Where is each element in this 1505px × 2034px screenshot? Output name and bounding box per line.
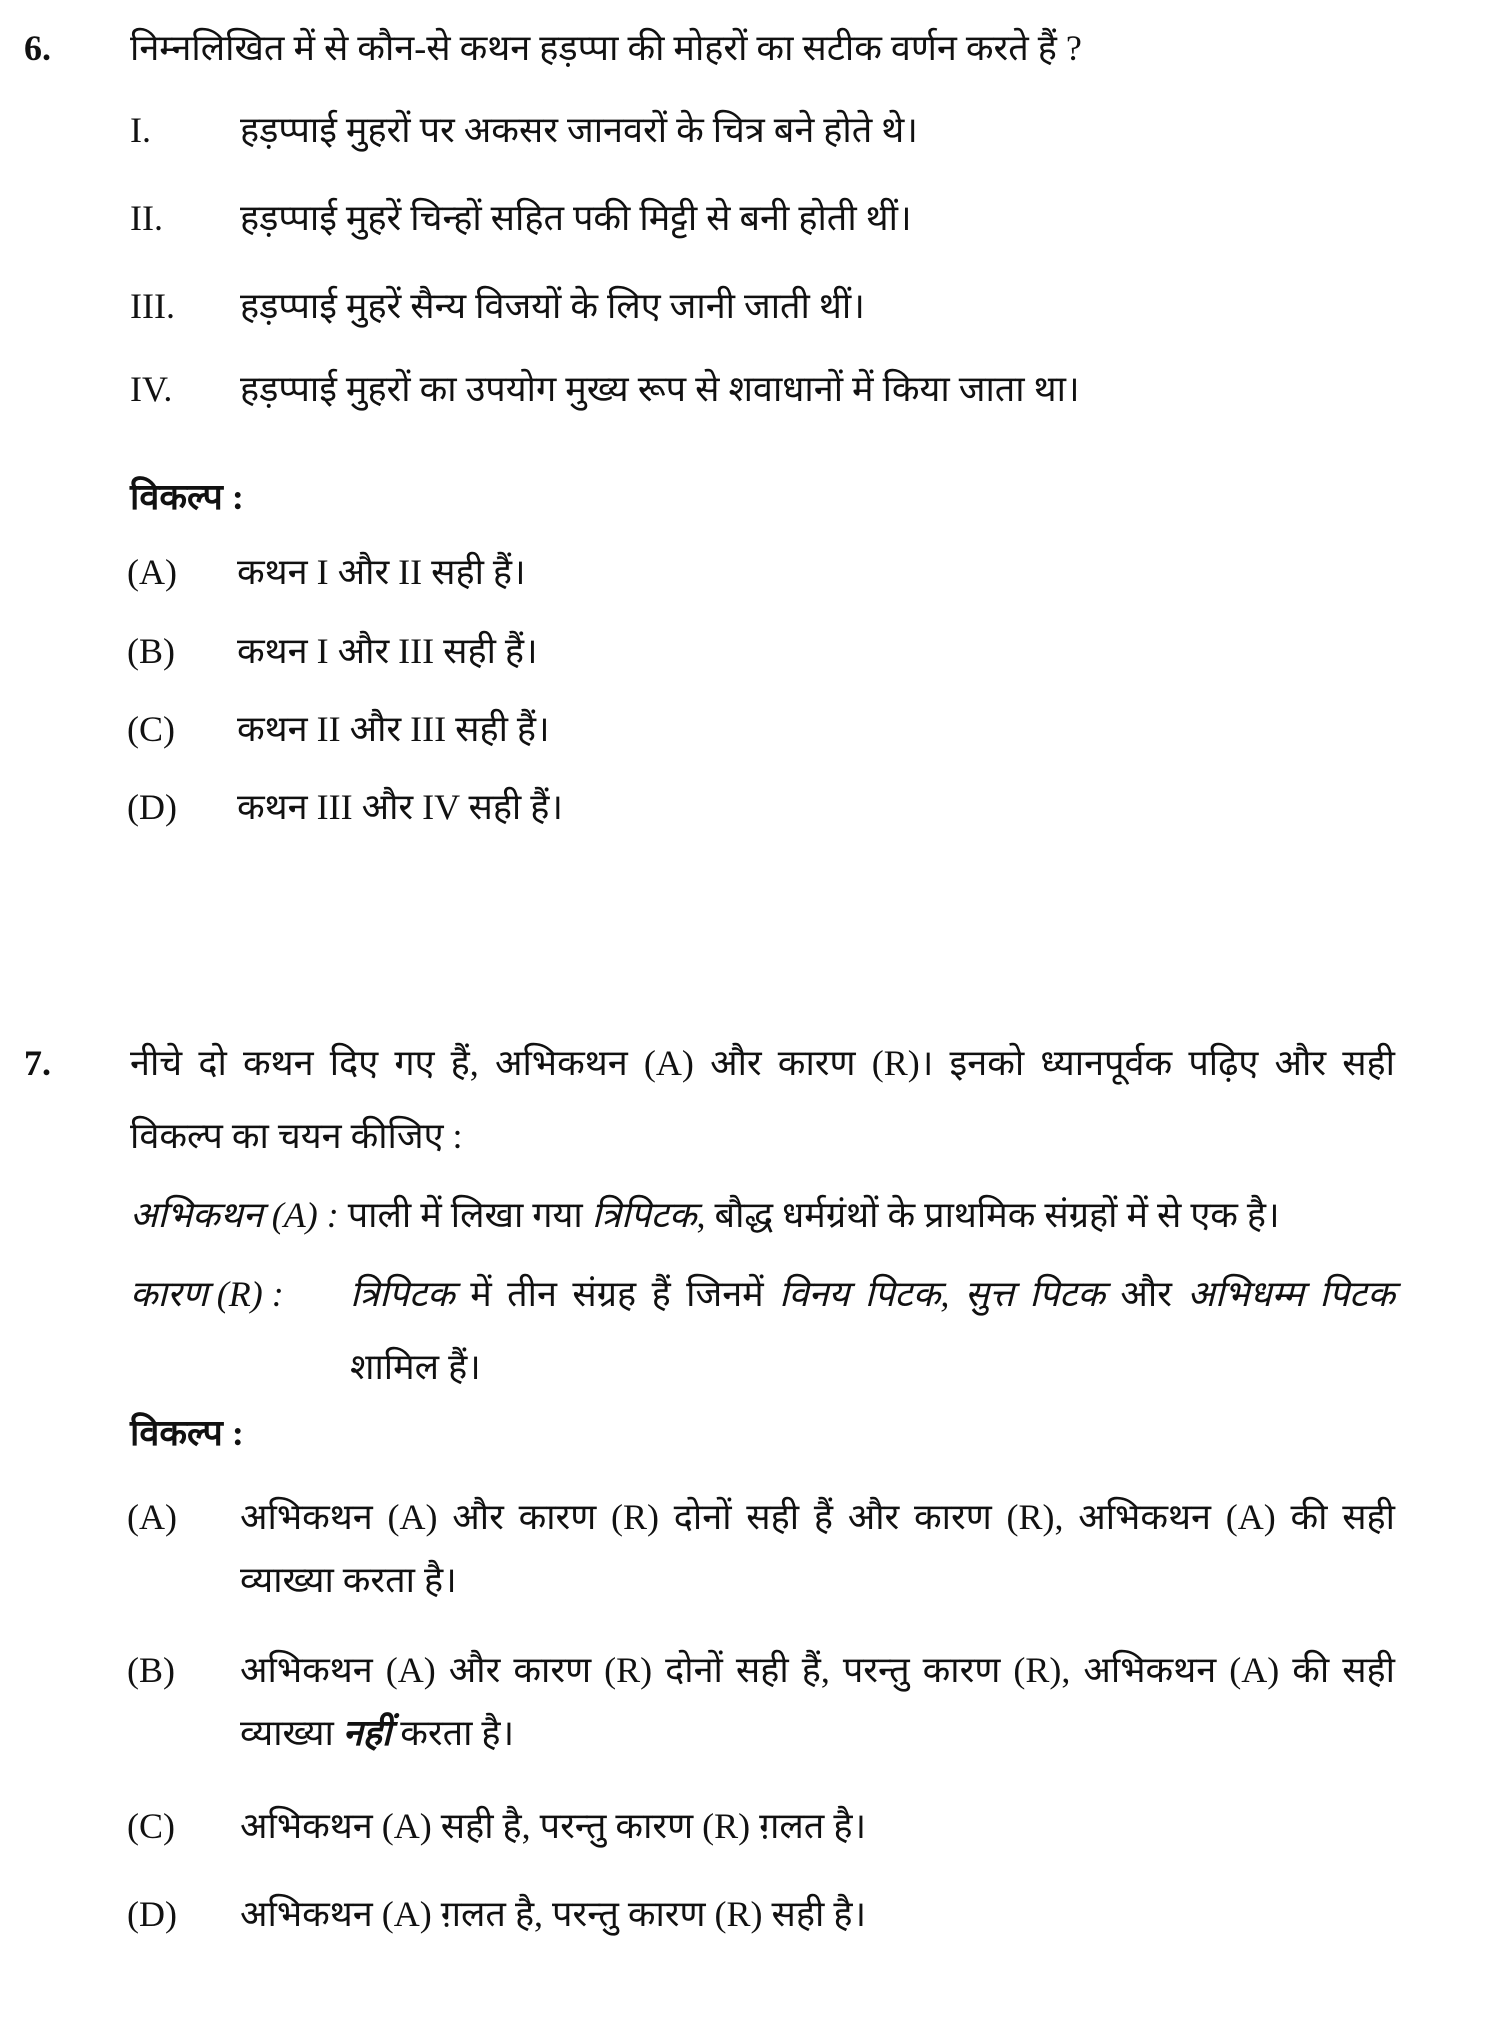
statement-text: हड़प्पाई मुहरें चिन्हों सहित पकी मिट्टी से बनी होती थीं।: [240, 198, 912, 238]
statement-label: IV.: [130, 369, 173, 409]
statement-text: हड़प्पाई मुहरें सैन्य विजयों के लिए जानी जाती थीं।: [240, 286, 865, 326]
statement-label: III.: [130, 286, 175, 326]
question-text: निम्नलिखित में से कौन-से कथन हड़प्पा की मोहरों का सटीक वर्णन करते हैं ?: [130, 28, 1082, 68]
assertion-text: , बौद्ध धर्मग्रंथों के प्राथमिक संग्रहों में से एक है।: [696, 1195, 1280, 1235]
emphasis-not: नहीं: [342, 1713, 392, 1753]
reason-term: विनय पिटक, सुत्त पिटक: [779, 1274, 1105, 1314]
assertion-text-italic: त्रिपिटक: [591, 1195, 697, 1235]
option-text: कथन II और III सही हैं।: [237, 709, 550, 749]
assertion: [130, 1191, 1280, 1239]
option-label: (D): [127, 1894, 177, 1934]
reason-text-line1: [350, 1270, 1395, 1318]
statement-text: हड़प्पाई मुहरों पर अकसर जानवरों के चित्र बने होते थे।: [240, 110, 918, 150]
option-text: कथन I और II सही हैं।: [237, 552, 526, 592]
question-text-line2: विकल्प का चयन कीजिए :: [130, 1116, 463, 1156]
option-label: (C): [127, 1806, 175, 1846]
question-number: 7.: [24, 1043, 51, 1083]
reason-text: और: [1104, 1274, 1188, 1314]
option-text: अभिकथन (A) सही है, परन्तु कारण (R) ग़लत है।: [240, 1806, 867, 1846]
option-text-line2: व्याख्या करता है।: [240, 1560, 457, 1600]
question-number: 6.: [24, 28, 51, 68]
option-label: (B): [127, 1650, 175, 1690]
option-text: व्याख्या: [240, 1713, 343, 1753]
reason-term: अभिधम्म पिटक: [1187, 1274, 1395, 1314]
option-text-line1: अभिकथन (A) और कारण (R) दोनों सही हैं और कारण (R), अभिकथन (A) की सही: [240, 1497, 1395, 1537]
option-text: कथन I और III सही हैं।: [237, 631, 538, 671]
option-label: (A): [127, 1497, 177, 1537]
reason-label: कारण (R) :: [130, 1274, 284, 1314]
question-text-line1: नीचे दो कथन दिए गए हैं, अभिकथन (A) और कारण (R)। इनको ध्यानपूर्वक पढ़िए और सही: [130, 1043, 1395, 1083]
reason-term: त्रिपिटक: [350, 1274, 455, 1314]
option-label: (A): [127, 552, 177, 592]
assertion-label: अभिकथन (A) :: [130, 1195, 339, 1235]
statement-label: I.: [130, 110, 151, 150]
option-text: कथन III और IV सही हैं।: [237, 787, 564, 827]
option-text-line2: [240, 1709, 514, 1757]
option-text: अभिकथन (A) ग़लत है, परन्तु कारण (R) सही है।: [240, 1894, 867, 1934]
options-heading: विकल्प :: [130, 477, 244, 517]
statement-label: II.: [130, 198, 163, 238]
option-label: (B): [127, 631, 175, 671]
option-text: करता है।: [391, 1713, 515, 1753]
statement-text: हड़प्पाई मुहरों का उपयोग मुख्य रूप से शवाधानों में किया जाता था।: [240, 369, 1080, 409]
options-heading: विकल्प :: [130, 1413, 244, 1453]
assertion-text: पाली में लिखा गया: [347, 1195, 592, 1235]
option-label: (C): [127, 709, 175, 749]
reason-text-line2: शामिल हैं।: [350, 1347, 481, 1387]
option-text-line1: अभिकथन (A) और कारण (R) दोनों सही हैं, परन्तु कारण (R), अभिकथन (A) की सही: [240, 1650, 1395, 1690]
option-label: (D): [127, 787, 177, 827]
reason-text: में तीन संग्रह हैं जिनमें: [454, 1274, 780, 1314]
